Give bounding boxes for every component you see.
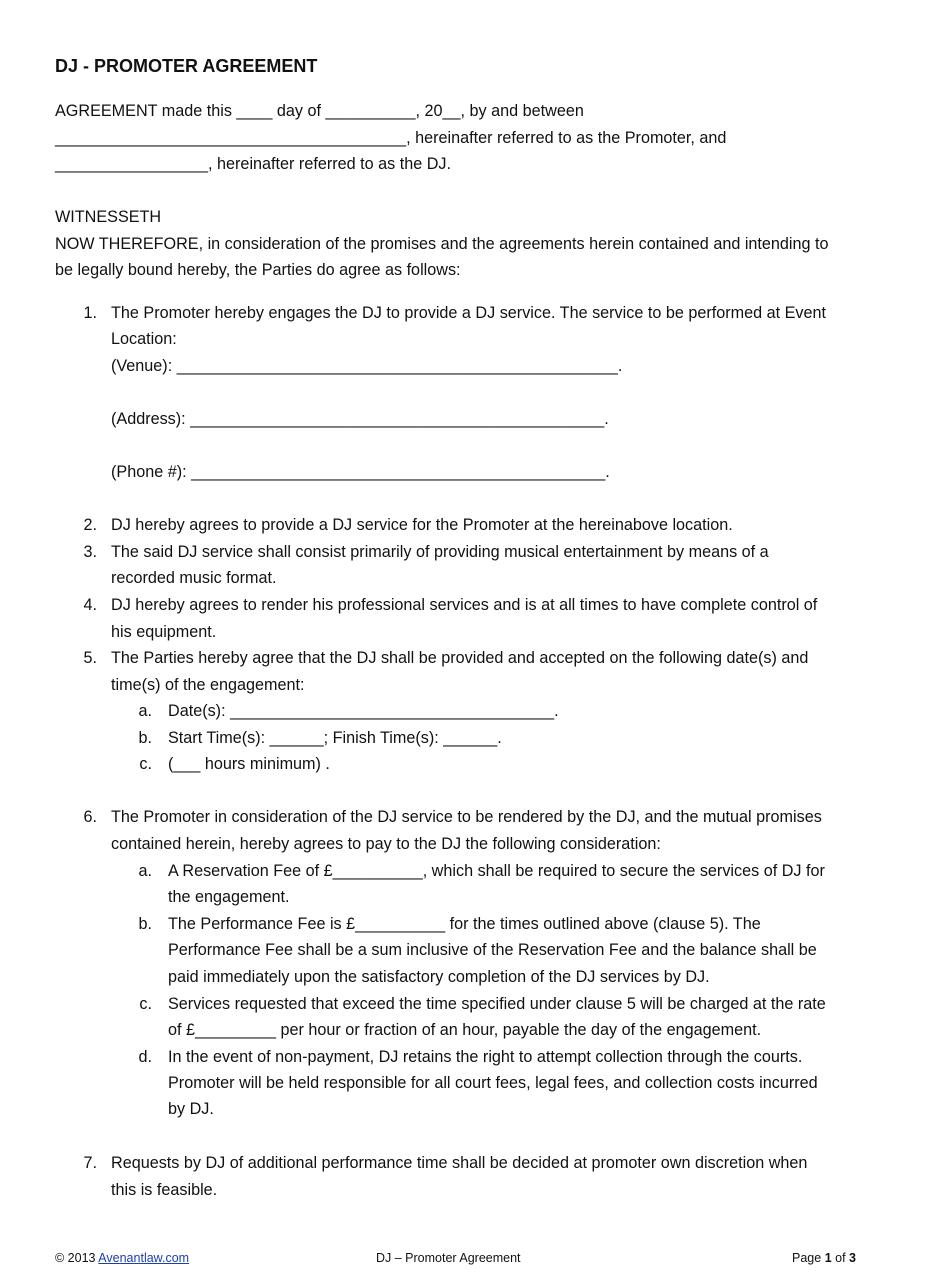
footer-page-number (792, 1250, 856, 1266)
footer-document-name: DJ – Promoter Agreement (376, 1251, 521, 1265)
clause-3-number: 3. (83, 543, 97, 561)
now-therefore-line-2: be legally bound hereby, the Parties do agree as follows: (55, 261, 461, 279)
clause-5-line-1: The Parties hereby agree that the DJ shall be provided and accepted on the following date(s) and (111, 649, 809, 667)
clause-1-line-2: Location: (111, 330, 177, 348)
clause-6d-line-3: by DJ. (168, 1100, 214, 1118)
clause-6d-line-2: Promoter will be held responsible for all court fees, legal fees, and collection costs incurred (168, 1074, 818, 1092)
footer-website-link[interactable]: Avenantlaw.com (98, 1251, 190, 1265)
clause-6d-line-1: In the event of non-payment, DJ retains the right to attempt collection through the courts. (168, 1048, 803, 1066)
footer-copyright (55, 1250, 189, 1266)
clause-4-number: 4. (83, 596, 97, 614)
page-current: 1 (824, 1251, 832, 1265)
clause-5c-hours: (___ hours minimum) . (168, 755, 330, 773)
phone-field: (Phone #): ______________________________________________. (111, 463, 610, 481)
clause-6b-label: b. (138, 915, 152, 933)
witnesseth-heading: WITNESSETH (55, 208, 162, 226)
clause-6-number: 6. (83, 808, 97, 826)
clause-6c-line-2: of £_________ per hour or fraction of an hour, payable the day of the engagement. (168, 1021, 762, 1039)
clause-4-line-2: his equipment. (111, 623, 217, 641)
clause-5c-label: c. (139, 755, 152, 773)
clause-5b-label: b. (138, 729, 152, 747)
clause-6a-line-2: the engagement. (168, 888, 290, 906)
document-title: DJ - PROMOTER AGREEMENT (55, 56, 318, 76)
clause-6b-line-3: paid immediately upon the satisfactory completion of the DJ services by DJ. (168, 968, 710, 986)
clause-7-line-2: this is feasible. (111, 1181, 218, 1199)
clause-6-line-1: The Promoter in consideration of the DJ service to be rendered by the DJ, and the mutual promises (111, 808, 822, 826)
clause-6b-line-2: Performance Fee shall be a sum inclusive of the Reservation Fee and the balance shall be (168, 941, 817, 959)
clause-6-line-2: contained herein, hereby agrees to pay to the DJ the following consideration: (111, 835, 661, 853)
preamble-line-3: _________________, hereinafter referred to as the DJ. (55, 155, 451, 173)
clause-5-line-2: time(s) of the engagement: (111, 676, 305, 694)
clause-7-line-1: Requests by DJ of additional performance time shall be decided at promoter own discretion when (111, 1154, 808, 1172)
clause-6c-label: c. (139, 995, 152, 1013)
clause-6c-line-1: Services requested that exceed the time specified under clause 5 will be charged at the rate (168, 995, 826, 1013)
clause-6b-line-1: The Performance Fee is £__________ for the times outlined above (clause 5). The (168, 915, 761, 933)
clause-4-line-1: DJ hereby agrees to render his professional services and is at all times to have complete control of (111, 596, 818, 614)
clause-5a-dates: Date(s): ____________________________________. (168, 702, 559, 720)
clause-3-line-1: The said DJ service shall consist primarily of providing musical entertainment by means of a (111, 543, 769, 561)
venue-field: (Venue): _________________________________________________. (111, 357, 623, 375)
clause-6a-label: a. (138, 862, 152, 880)
clause-1-number: 1. (83, 304, 97, 322)
copyright-text: © 2013 (55, 1251, 96, 1265)
clause-5a-label: a. (138, 702, 152, 720)
page-prefix: Page (792, 1251, 822, 1265)
clause-3-line-2: recorded music format. (111, 569, 277, 587)
clause-6a-line-1: A Reservation Fee of £__________, which shall be required to secure the services of DJ for (168, 862, 825, 880)
page-total: 3 (849, 1251, 856, 1265)
address-field: (Address): ______________________________________________. (111, 410, 609, 428)
clause-2-text: DJ hereby agrees to provide a DJ service for the Promoter at the hereinabove location. (111, 516, 733, 534)
preamble-line-1: AGREEMENT made this ____ day of __________, 20__, by and between (55, 102, 584, 120)
preamble-line-2: _______________________________________, hereinafter referred to as the Promoter, and (55, 129, 727, 147)
clause-7-number: 7. (83, 1154, 97, 1172)
clause-5-number: 5. (83, 649, 97, 667)
clause-5b-times: Start Time(s): ______; Finish Time(s): ______. (168, 729, 502, 747)
page-of: of (835, 1251, 846, 1265)
clause-2-number: 2. (83, 516, 97, 534)
clause-1-line-1: The Promoter hereby engages the DJ to provide a DJ service. The service to be performed at Event (111, 304, 827, 322)
now-therefore-line-1: NOW THEREFORE, in consideration of the promises and the agreements herein contained and intending to (55, 235, 829, 253)
clause-6d-label: d. (138, 1048, 152, 1066)
